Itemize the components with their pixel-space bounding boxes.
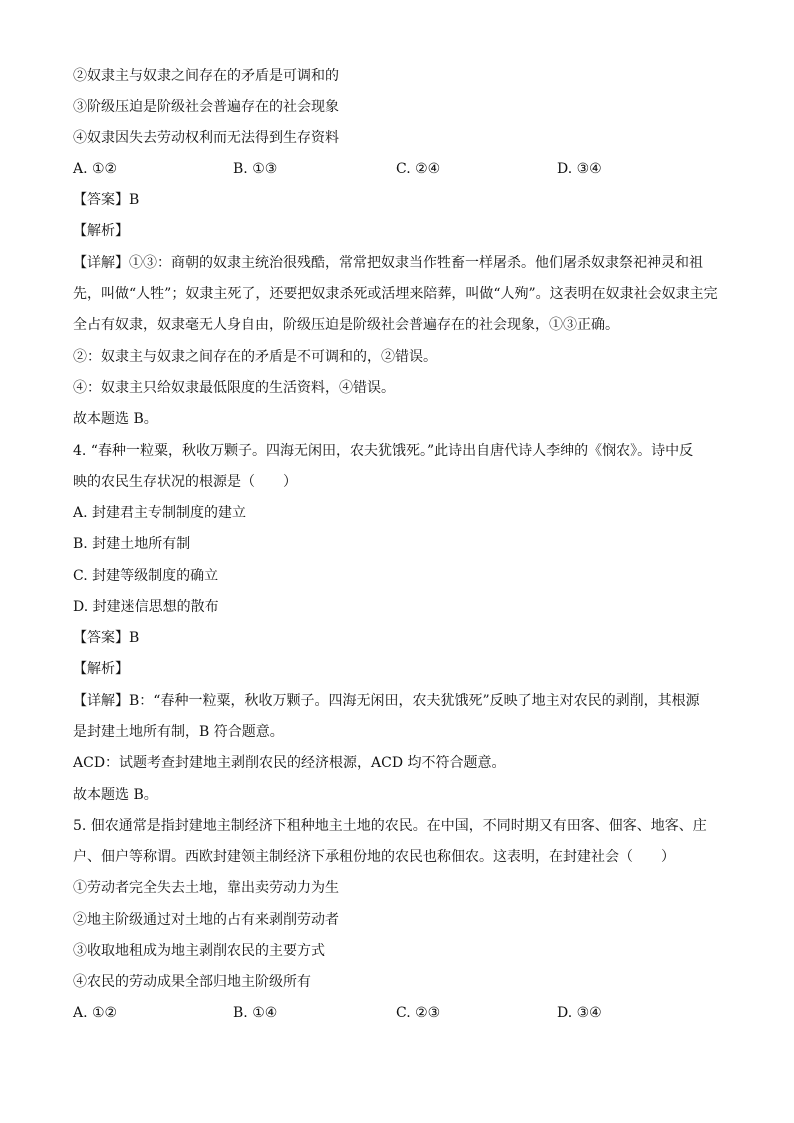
q4-analysis-label: 【解析】 bbox=[73, 661, 129, 677]
q3-answer: 【答案】B bbox=[73, 192, 140, 208]
q3-option-a: A. ①② bbox=[73, 161, 118, 177]
q4-detail-line-3: ACD：试题考查封建地主剥削农民的经济根源，ACD 均不符合题意。 bbox=[73, 755, 506, 771]
q4-answer: 【答案】B bbox=[73, 630, 140, 646]
q4-option-b: B. 封建土地所有制 bbox=[73, 536, 191, 552]
q3-conclusion: 故本题选 B。 bbox=[73, 411, 158, 427]
q4-stem-line-2: 映的农民生存状况的根源是（ ） bbox=[73, 474, 297, 490]
q5-statement-2: ②地主阶级通过对土地的占有来剥削劳动者 bbox=[73, 912, 339, 928]
q3-detail-line-5: ④：奴隶主只给奴隶最低限度的生活资料，④错误。 bbox=[73, 380, 395, 396]
q3-option-d: D. ③④ bbox=[557, 161, 602, 177]
q3-detail-line-1: 【详解】①③：商朝的奴隶主统治很残酷，常常把奴隶当作牲畜一样屠杀。他们屠杀奴隶祭祀神灵和祖 bbox=[73, 255, 703, 271]
q5-option-b: B. ①④ bbox=[233, 1005, 278, 1021]
q4-conclusion: 故本题选 B。 bbox=[73, 787, 158, 803]
q4-detail-line-2: 是封建土地所有制，B 符合题意。 bbox=[73, 724, 284, 740]
q3-option-c: C. ②④ bbox=[396, 161, 441, 177]
q3-detail-line-2: 先，叫做“人牲”；奴隶主死了，还要把奴隶杀死或活埋来陪葬，叫做“人殉”。这表明在奴隶社会奴隶主完 bbox=[73, 286, 718, 302]
q5-option-a: A. ①② bbox=[73, 1005, 118, 1021]
q3-detail-line-3: 全占有奴隶，奴隶毫无人身自由，阶级压迫是阶级社会普遍存在的社会现象，①③正确。 bbox=[73, 317, 619, 333]
q5-stem-line-2: 户、佃户等称谓。西欧封建领主制经济下承租份地的农民也称佃农。这表明，在封建社会（ ） bbox=[73, 849, 675, 865]
q5-option-c: C. ②③ bbox=[396, 1005, 441, 1021]
q3-option-b: B. ①③ bbox=[233, 161, 278, 177]
q5-statement-3: ③收取地租成为地主剥削农民的主要方式 bbox=[73, 943, 325, 959]
q5-stem-line-1: 5. 佃农通常是指封建地主制经济下租种地主土地的农民。在中国，不同时期又有田客、佃客、地客、庄 bbox=[73, 818, 707, 834]
q3-detail-line-4: ②：奴隶主与奴隶之间存在的矛盾是不可调和的，②错误。 bbox=[73, 349, 437, 365]
q3-analysis-label: 【解析】 bbox=[73, 223, 129, 239]
q4-stem-line-1: 4. “春种一粒粟，秋收万颗子。四海无闲田，农夫犹饿死。”此诗出自唐代诗人李绅的《悯农》。诗中反 bbox=[73, 443, 694, 459]
q3-statement-3: ③阶级压迫是阶级社会普遍存在的社会现象 bbox=[73, 99, 339, 115]
q4-detail-line-1: 【详解】B：“春种一粒粟，秋收万颗子。四海无闲田，农夫犹饿死”反映了地主对农民的剥削，其根源 bbox=[73, 693, 700, 709]
q5-statement-4: ④农民的劳动成果全部归地主阶级所有 bbox=[73, 974, 311, 990]
q5-option-d: D. ③④ bbox=[557, 1005, 602, 1021]
q4-option-c: C. 封建等级制度的确立 bbox=[73, 568, 219, 584]
q4-option-a: A. 封建君主专制制度的建立 bbox=[73, 505, 247, 521]
q3-statement-4: ④奴隶因失去劳动权利而无法得到生存资料 bbox=[73, 130, 339, 146]
q4-option-d: D. 封建迷信思想的散布 bbox=[73, 599, 219, 615]
q3-statement-2: ②奴隶主与奴隶之间存在的矛盾是可调和的 bbox=[73, 68, 339, 84]
q5-statement-1: ①劳动者完全失去土地，靠出卖劳动力为生 bbox=[73, 880, 339, 896]
